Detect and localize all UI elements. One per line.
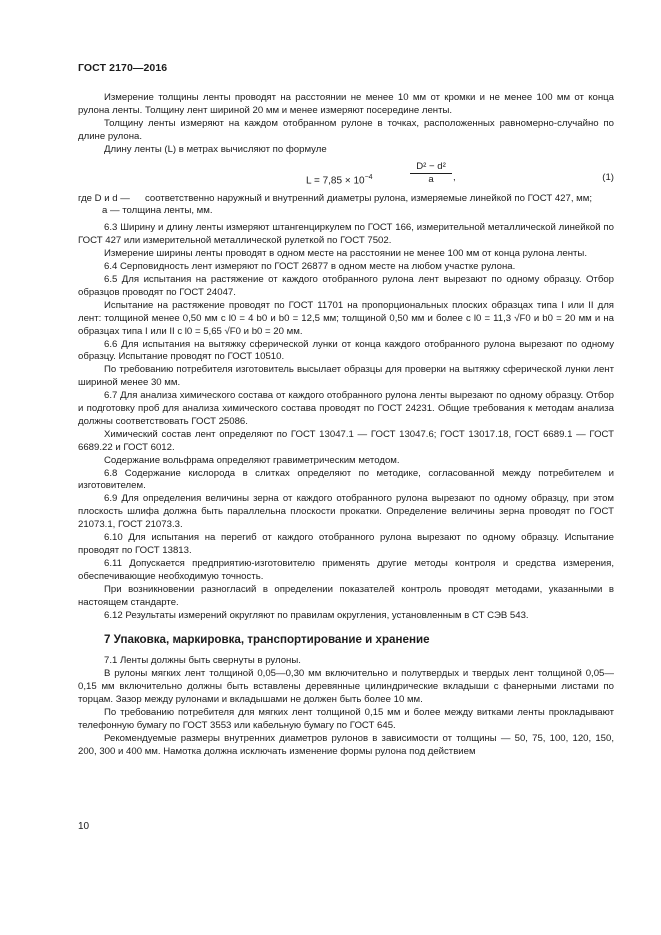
paragraph: 6.7 Для анализа химического состава от каждого отобранного рулона ленты вырезают по одному образцу. Отбор и подготовку проб для анализа химического состава проводят по ГОСТ 24231. Общие требования к методам анализа должны соответствовать ГОСТ 25086. xyxy=(78,390,614,427)
section-heading: 7 Упаковка, маркировка, транспортирование и хранение xyxy=(104,633,430,647)
formula-lhs: $L = 7,85 \times 10^{-4}$ xyxy=(306,173,373,186)
formula-fraction xyxy=(410,161,452,186)
paragraph: 6.8 Содержание кислорода в слитках определяют по методике, согласованной между потребителем и изготовителем. xyxy=(78,467,614,492)
paragraph: Испытание на растяжение проводят по ГОСТ 11701 на пропорциональных плоских образцах типа I или II для лент: толщиной менее 0,50 мм с l0 = 4 b0 и b0 = 12,5 мм; толщиной 0,50 мм и более с l0 = 11,3 √F0 и b0 = 20 мм и на образцах типа I или II с l0 = 5,65 √F0 и b0 = 20 мм. xyxy=(78,299,614,337)
paragraph: По требованию потребителя изготовитель высылает образцы для проверки на вытяжку сферической лунки лент шириной менее 30 мм. xyxy=(78,364,614,389)
formula-numerator: D² − d² xyxy=(410,161,452,174)
paragraph: Толщину ленты измеряют на каждом отобранном рулоне в точках, расположенных равномерно-случайно по длине рулона. xyxy=(78,117,614,142)
where-label: где D и d — xyxy=(78,192,130,204)
paragraph: 6.5 Для испытания на растяжение от каждого отобранного рулона лент вырезают по одному образцу. Отбор образцов проводят по ГОСТ 24047. xyxy=(78,273,614,298)
paragraph: 6.10 Для испытания на перегиб от каждого отобранного рулона вырезают по одному образцу. Испытание проводят по ГОСТ 13813. xyxy=(78,532,614,556)
formula-comma: , xyxy=(453,171,456,183)
page-number: 10 xyxy=(78,821,90,832)
paragraph: 6.11 Допускается предприятию-изготовителю применять другие методы контроля и средства измерения, обеспечивающие необходимую точность. xyxy=(78,557,614,582)
formula-1 xyxy=(78,161,614,191)
document-header: ГОСТ 2170—2016 xyxy=(78,62,168,74)
paragraph: Содержание вольфрама определяют гравиметрическим методом. xyxy=(104,454,400,466)
paragraph: 6.6 Для испытания на вытяжку сферической лунки от конца каждого отобранного рулона вырезают по одному образцу. Испытание проводят по ГОСТ 10510. xyxy=(78,338,614,363)
paragraph: При возникновении разногласий в определении показателей контроль проводят методами, указанными в настоящем стандарте. xyxy=(78,583,614,608)
paragraph: 6.9 Для определения величины зерна от каждого отобранного рулона вырезают по одному образцу, при этом плоскость шлифа должна быть параллельна плоскости прокатки. Определение величины зерна проводят по ГОСТ 21073.1, ГОСТ 21073.3. xyxy=(78,493,614,531)
paragraph: По требованию потребителя для мягких лент толщиной 0,15 мм и более между витками ленты прокладывают телефонную бумагу по ГОСТ 3553 или кабельную бумагу по ГОСТ 645. xyxy=(78,706,614,731)
where-line-2: a — толщина ленты, мм. xyxy=(102,205,213,217)
paragraph: 7.1 Ленты должны быть свернуты в рулоны. xyxy=(104,655,301,667)
where-text: соответственно наружный и внутренний диаметры рулона, измеряемые линейкой по ГОСТ 427, мм; xyxy=(145,192,593,204)
where-clause xyxy=(78,193,614,206)
paragraph: 6.3 Ширину и длину ленты измеряют штангенциркулем по ГОСТ 166, измерительной металлической линейкой по ГОСТ 427 или измерительной металлической рулеткой по ГОСТ 7502. xyxy=(78,222,614,247)
formula-denominator: a xyxy=(428,173,434,185)
paragraph: 6.4 Серповидность лент измеряют по ГОСТ 26877 в одном месте на любом участке рулона. xyxy=(104,261,516,273)
paragraph: Рекомендуемые размеры внутренних диаметров рулонов в зависимости от толщины — 50, 75, 100, 120, 150, 200, 300 и 400 мм. Намотка должна исключать изменение формы рулона под действием xyxy=(78,732,614,757)
paragraph: Химический состав лент определяют по ГОСТ 13047.1 — ГОСТ 13047.6; ГОСТ 13017.18, ГОСТ 6689.1 — ГОСТ 6689.22 и ГОСТ 6012. xyxy=(78,428,614,453)
document-body xyxy=(78,92,614,759)
formula-number: (1) xyxy=(602,171,614,183)
paragraph: Измерение толщины ленты проводят на расстоянии не менее 10 мм от кромки и не менее 100 мм от конца рулона ленты. Толщину лент шириной 20 мм и менее измеряют посередине ленты. xyxy=(78,92,614,116)
formula-exponent: −4 xyxy=(364,173,373,181)
paragraph: Длину ленты (L) в метрах вычисляют по формуле xyxy=(104,143,327,155)
paragraph: Измерение ширины ленты проводят в одном месте на расстоянии не менее 100 мм от конца рулона ленты. xyxy=(104,248,587,260)
paragraph: 6.12 Результаты измерений округляют по правилам округления, установленным в СТ СЭВ 543. xyxy=(104,609,529,621)
paragraph: В рулоны мягких лент толщиной 0,05—0,30 мм включительно и полутвердых и твердых лент толщиной 0,05—0,15 мм включительно должны быть вставлены деревянные цилиндрические вкладыши с фанерными листами по торцам. Зазор между рулонами и вкладышами не должен быть более 10 мм. xyxy=(78,668,614,706)
